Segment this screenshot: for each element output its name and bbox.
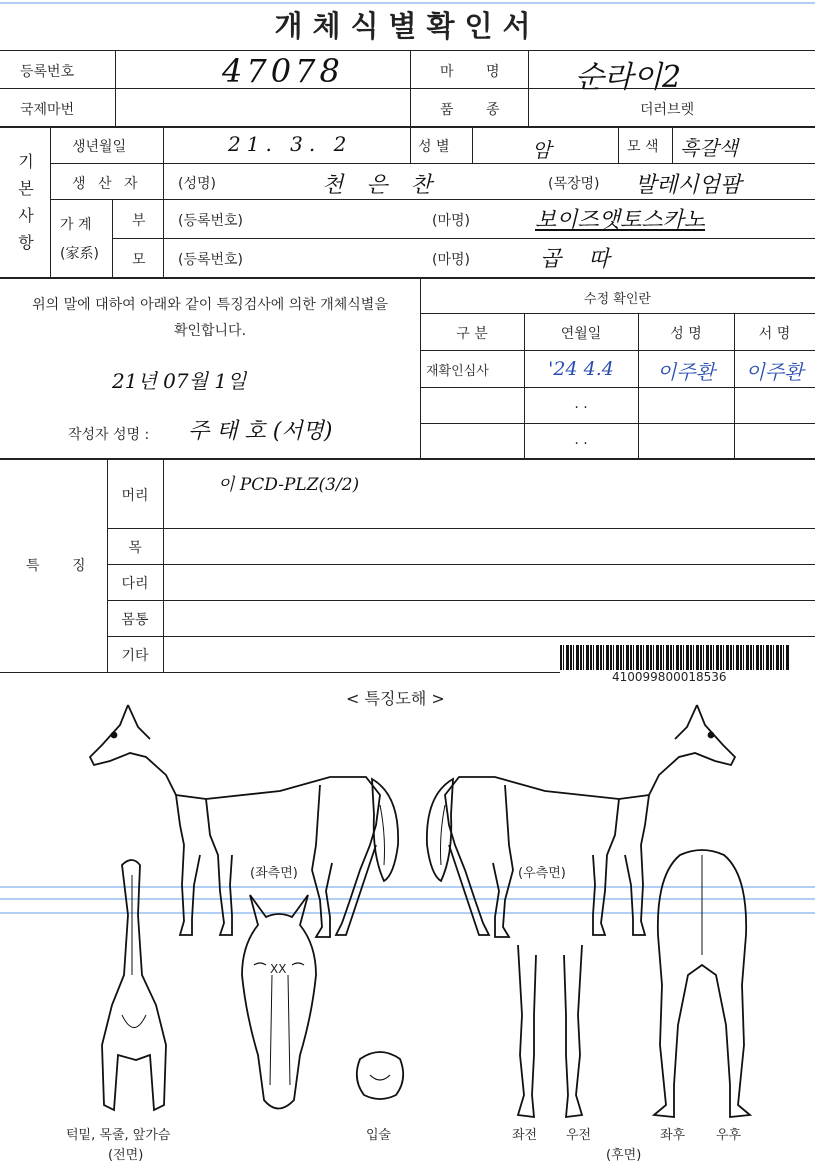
- mod-row-type: 재확인심사: [426, 364, 489, 379]
- horse-name-label: 마 명: [440, 64, 514, 80]
- pedigree-hanja: (家系): [60, 246, 99, 262]
- writer-signature: 주 태 호 (서명): [188, 419, 333, 444]
- mod-header-sign: 서 명: [758, 326, 791, 342]
- dam-reg-label: (등록번호): [178, 252, 244, 268]
- leg-label-right-rear: 우후: [716, 1128, 742, 1143]
- front-labels: 턱밑, 목줄, 앞가슴: [66, 1128, 171, 1143]
- sire-name-value: 보이즈앳토스카노: [535, 208, 706, 233]
- sire-name-label: (마명): [432, 213, 470, 229]
- mod-row-date: . .: [574, 396, 588, 412]
- reg-no-value: 47078: [222, 52, 344, 90]
- mod-header-date: 연월일: [560, 326, 602, 342]
- breed-value: 더러브렛: [640, 102, 695, 118]
- barcode-number: 410099800018536: [612, 670, 727, 684]
- color-value: 흑갈색: [680, 136, 738, 160]
- intl-name-label: 국제마번: [20, 102, 75, 118]
- feature-label-head: 머리: [121, 488, 149, 504]
- sire-label: 부: [132, 213, 146, 229]
- leg-label-left-rear: 좌후: [660, 1128, 686, 1143]
- dam-label: 모: [132, 252, 146, 268]
- mod-row-sign: 이주환: [745, 360, 804, 384]
- confirmation-date: 21년 07월 1일: [112, 369, 247, 393]
- rear-caption: (후면): [606, 1148, 642, 1163]
- producer-label: 생 산 자: [72, 176, 142, 192]
- diagram-title: < 특징도해 >: [346, 689, 445, 708]
- head-front-diagram: [232, 885, 327, 1125]
- feature-label-neck: 목: [128, 540, 142, 556]
- birth-value: 21. 3. 2: [228, 132, 353, 156]
- feature-value-head: 이 PCD-PLZ(3/2): [218, 475, 360, 495]
- horse-name-value: 순라이2: [575, 60, 682, 95]
- farm-label: (목장명): [548, 176, 600, 192]
- writer-label: 작성자 성명 :: [68, 427, 150, 443]
- rear-view-diagram: [650, 845, 755, 1125]
- left-side-caption: (좌측면): [250, 866, 298, 881]
- document-title: 개체식별확인서: [274, 9, 541, 43]
- muzzle-diagram: [350, 1045, 410, 1105]
- feature-label-body: 몸통: [121, 612, 149, 628]
- feature-label-other: 기타: [121, 648, 149, 664]
- producer-name-label: (성명): [178, 176, 216, 192]
- barcode: [560, 645, 790, 670]
- sex-label: 성 별: [418, 139, 450, 155]
- dam-name-label: (마명): [432, 252, 470, 268]
- front-chest-diagram: [92, 855, 177, 1125]
- front-caption: (전면): [108, 1148, 144, 1163]
- mod-row-name: 이주환: [657, 360, 715, 384]
- front-legs-diagram: [510, 935, 590, 1125]
- mod-header-name: 성 명: [670, 326, 702, 342]
- basic-section-label: 기본사항: [18, 152, 34, 252]
- farm-value: 발레시엄팜: [635, 173, 742, 198]
- color-label: 모 색: [627, 139, 659, 155]
- breed-label: 품 종: [440, 102, 514, 118]
- features-section-label: 특 징: [26, 558, 100, 574]
- muzzle-label: 입술: [366, 1128, 392, 1143]
- feature-label-legs: 다리: [121, 576, 149, 592]
- sire-reg-label: (등록번호): [178, 213, 244, 229]
- mod-row-date: . .: [574, 432, 588, 448]
- producer-name-value: 천 은 찬: [322, 173, 440, 198]
- reg-no-label: 등록번호: [20, 64, 75, 80]
- birth-label: 생년월일: [72, 139, 127, 155]
- sex-value: 암: [532, 138, 552, 162]
- pedigree-label: 가 계: [60, 217, 92, 233]
- leg-label-right-front: 우전: [566, 1128, 592, 1143]
- head-xx-mark: XX: [270, 962, 287, 976]
- right-side-caption: (우측면): [518, 866, 566, 881]
- leg-label-left-front: 좌전: [512, 1128, 538, 1143]
- confirmation-text: 위의 말에 대하여 아래와 같이 특징검사에 의한 개체식별을 확인합니다.: [32, 297, 388, 339]
- dam-name-value: 곱 따: [540, 247, 620, 272]
- modification-title: 수정 확인란: [584, 292, 651, 307]
- mod-row-date: '24 4.4: [548, 358, 614, 380]
- mod-header-type: 구 분: [456, 326, 488, 342]
